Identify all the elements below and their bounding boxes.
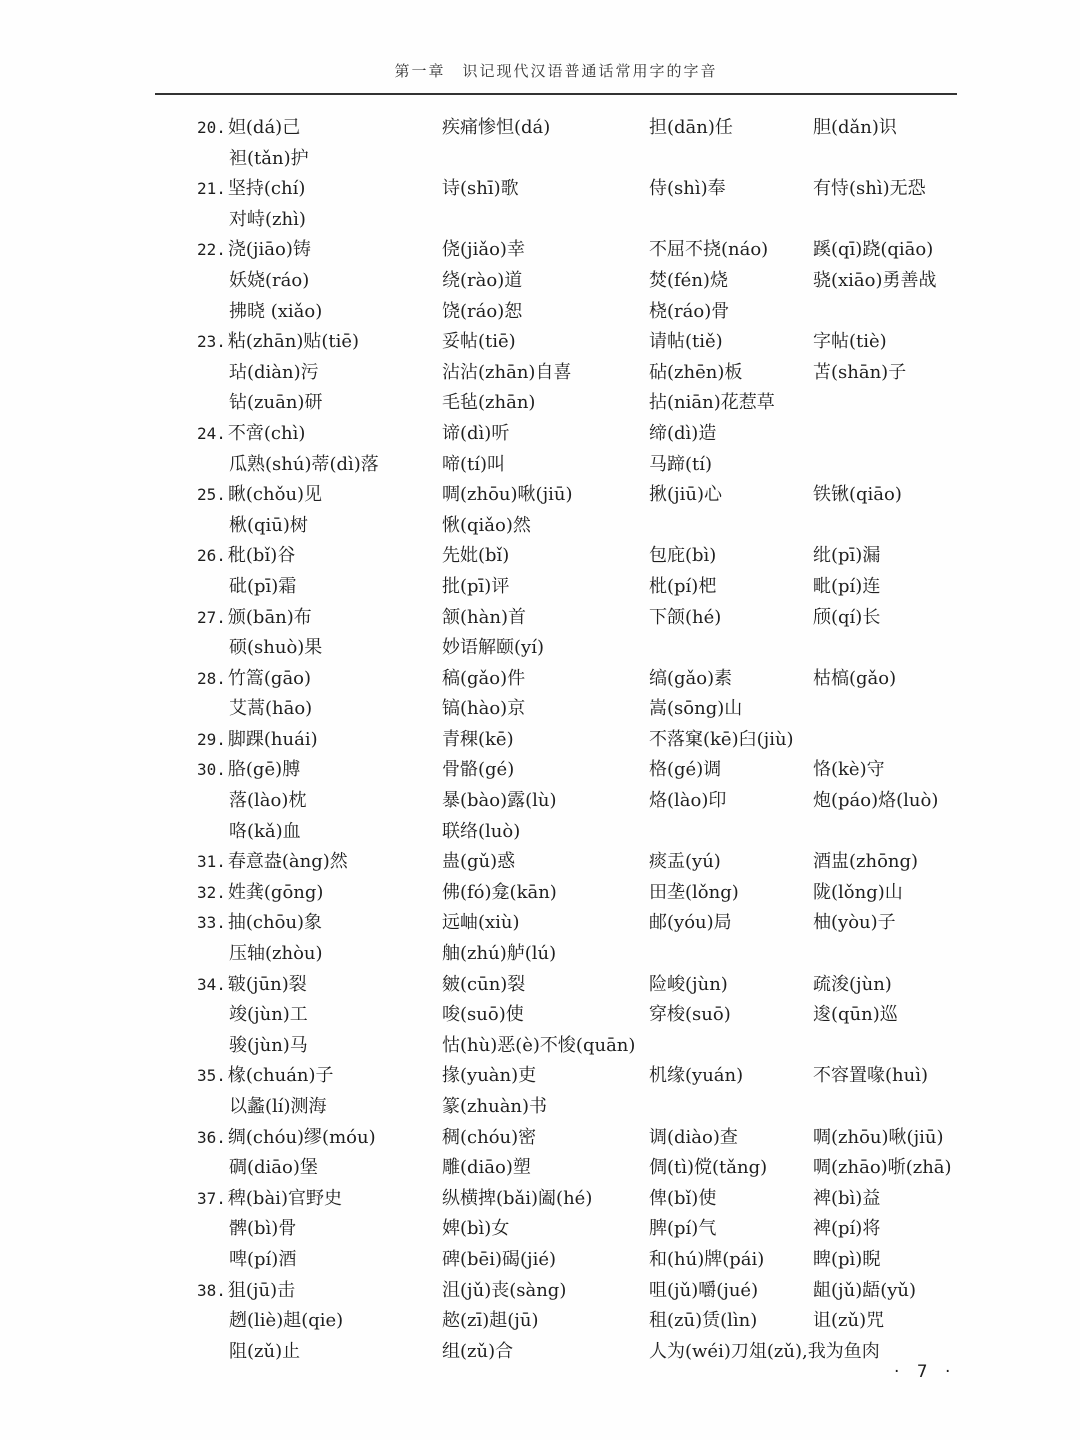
entry-number: 32. — [197, 882, 226, 902]
entry-number: 36. — [197, 1127, 226, 1147]
entry-cell: 倜(tì)傥(tǎng) — [649, 1157, 768, 1179]
entry-cell: 请帖(tiě) — [649, 331, 723, 353]
entry-text: 楸(qiū)树 — [229, 514, 308, 536]
entry-text: 椽(chuán)子 — [227, 1065, 334, 1087]
entry-cell: 砧(zhēn)板 — [649, 361, 743, 383]
entry-cell — [229, 266, 309, 297]
entry-text: 脚踝(huái) — [227, 728, 318, 750]
list-row — [197, 878, 977, 909]
list-row — [197, 1031, 977, 1062]
entry-number: 25. — [197, 485, 226, 505]
entry-cell — [197, 480, 322, 511]
entry-cell: 毛毡(zhān) — [442, 392, 536, 414]
entry-cell — [229, 1092, 327, 1123]
list-row — [197, 1000, 977, 1031]
list-row — [197, 327, 977, 358]
page-number: · 7 · — [894, 1362, 957, 1382]
entry-cell: 和(hú)牌(pái) — [649, 1248, 765, 1270]
entry-text: 对峙(zhì) — [229, 208, 306, 230]
list-row — [197, 113, 977, 144]
entry-cell: 颀(qí)长 — [813, 606, 881, 628]
entry-text: 粘(zhān)贴(tiē) — [227, 331, 360, 353]
entry-cell: 睥(pì)睨 — [813, 1248, 881, 1270]
entry-cell — [229, 144, 309, 175]
list-row — [197, 450, 977, 481]
entry-cell: 租(zū)赁(lìn) — [649, 1310, 758, 1332]
entry-cell: 邮(yóu)局 — [649, 912, 732, 934]
entry-cell: 田垄(lǒng) — [649, 881, 739, 903]
list-row — [197, 572, 977, 603]
entry-text: 趔(liè)趄(qie) — [229, 1310, 344, 1332]
entry-cell: 险峻(jùn) — [649, 973, 728, 995]
entry-cell: 青稞(kē) — [442, 728, 514, 750]
list-row — [197, 1153, 977, 1184]
entry-cell: 龃(jǔ)龉(yǔ) — [813, 1279, 917, 1301]
entry-cell — [197, 419, 305, 450]
entry-text: 啤(pí)酒 — [229, 1248, 297, 1270]
list-row — [197, 970, 977, 1001]
entry-text: 骏(jùn)马 — [229, 1034, 308, 1056]
entry-cell: 啁(zhōu)啾(jiū) — [813, 1126, 944, 1148]
entry-text: 抽(chōu)象 — [227, 912, 323, 934]
entry-text: 拂晓 (xiǎo) — [229, 300, 323, 322]
entry-cell — [197, 664, 311, 695]
entry-text: 碉(diāo)堡 — [229, 1157, 318, 1179]
entry-text: 瓜熟(shú)蒂(dì)落 — [229, 453, 379, 475]
entry-number: 35. — [197, 1066, 226, 1086]
list-row — [197, 174, 977, 205]
entry-text: 不啻(chì) — [227, 422, 306, 444]
entry-cell: 字帖(tiè) — [813, 331, 887, 353]
entry-cell: 沾沾(zhān)自喜 — [442, 361, 572, 383]
entry-cell: 先妣(bǐ) — [442, 545, 510, 567]
entry-cell: 有恃(shì)无恐 — [813, 178, 926, 200]
entry-text: 阻(zǔ)止 — [229, 1340, 301, 1362]
list-row — [197, 633, 977, 664]
entry-cell: 焚(fén)烧 — [649, 269, 728, 291]
entry-number: 27. — [197, 607, 226, 627]
entry-cell — [197, 755, 300, 786]
entry-cell — [197, 603, 312, 634]
entry-text: 稗(bài)官野史 — [227, 1187, 342, 1209]
entry-cell: 怙(hù)恶(è)不悛(quān) — [442, 1034, 636, 1056]
entry-text: 坚持(chí) — [227, 178, 306, 200]
entry-cell: 愀(qiǎo)然 — [442, 514, 531, 536]
entry-cell — [197, 725, 318, 756]
entry-cell: 疏浚(jùn) — [813, 973, 892, 995]
entry-cell — [197, 970, 307, 1001]
entry-cell: 格(gé)调 — [649, 759, 722, 781]
entry-cell: 沮(jǔ)丧(sàng) — [442, 1279, 567, 1301]
entry-number: 38. — [197, 1280, 226, 1300]
entry-cell: 佛(fó)龛(kān) — [442, 881, 557, 903]
entry-cell: 组(zǔ)合 — [442, 1340, 514, 1362]
entry-cell: 不屈不挠(náo) — [649, 239, 769, 261]
entry-number: 22. — [197, 240, 226, 260]
entry-text: 髀(bì)骨 — [229, 1218, 297, 1240]
entry-cell: 穿梭(suō) — [649, 1004, 731, 1026]
entry-cell: 缔(dì)造 — [649, 422, 717, 444]
entry-cell — [197, 878, 323, 909]
entry-cell: 炮(páo)烙(luò) — [813, 790, 939, 812]
entry-cell: 铁锹(qiāo) — [813, 484, 902, 506]
entry-cell — [229, 358, 319, 389]
entry-cell: 暴(bào)露(lù) — [442, 790, 557, 812]
entry-number: 28. — [197, 668, 226, 688]
list-row — [197, 939, 977, 970]
entry-cell — [229, 1031, 308, 1062]
entry-cell: 妙语解颐(yí) — [442, 637, 544, 659]
entry-text: 咯(kǎ)血 — [229, 820, 301, 842]
list-row — [197, 694, 977, 725]
entry-cell: 恪(kè)守 — [813, 759, 885, 781]
entry-cell: 咀(jǔ)嚼(jué) — [649, 1279, 759, 1301]
list-row — [197, 205, 977, 236]
entry-cell — [229, 1306, 343, 1337]
entry-cell — [229, 1245, 296, 1276]
entry-cell: 啁(zhōu)啾(jiū) — [442, 484, 573, 506]
entry-cell: 不容置喙(huì) — [813, 1065, 928, 1087]
entry-cell: 碑(bēi)碣(jié) — [442, 1248, 557, 1270]
entry-cell: 包庇(bì) — [649, 545, 717, 567]
entry-number: 33. — [197, 913, 226, 933]
entry-text: 胳(gē)膊 — [227, 759, 301, 781]
entry-cell: 裨(bì)益 — [813, 1187, 881, 1209]
entry-cell — [197, 235, 311, 266]
list-row — [197, 1245, 977, 1276]
list-row — [197, 908, 977, 939]
entry-cell: 调(diào)查 — [649, 1126, 738, 1148]
entry-cell: 毗(pí)连 — [813, 575, 881, 597]
entry-cell: 掾(yuàn)吏 — [442, 1065, 537, 1087]
entry-text: 玷(diàn)污 — [229, 361, 319, 383]
header-rule — [155, 93, 957, 95]
list-row — [197, 144, 977, 175]
list-row — [197, 297, 977, 328]
entry-cell: 绕(rào)道 — [442, 269, 523, 291]
entry-cell: 婢(bì)女 — [442, 1218, 510, 1240]
entry-cell — [197, 847, 348, 878]
list-row — [197, 1306, 977, 1337]
entry-cell: 烙(lào)印 — [649, 790, 727, 812]
entry-number: 34. — [197, 974, 226, 994]
entry-cell: 雕(diāo)塑 — [442, 1157, 531, 1179]
entry-cell: 苫(shān)子 — [813, 361, 907, 383]
entry-cell: 嵩(sōng)山 — [649, 698, 743, 720]
list-row — [197, 480, 977, 511]
entry-number: 29. — [197, 729, 226, 749]
entry-number: 37. — [197, 1188, 226, 1208]
entry-cell: 蛊(gǔ)惑 — [442, 851, 516, 873]
entry-text: 姓龚(gōng) — [227, 881, 324, 903]
entry-cell — [197, 1123, 376, 1154]
entry-number: 20. — [197, 118, 226, 137]
entry-text: 落(lào)枕 — [229, 790, 307, 812]
entry-text: 妲(dá)己 — [227, 117, 301, 138]
entry-text: 狙(jū)击 — [227, 1279, 296, 1301]
list-row — [197, 817, 977, 848]
entry-cell — [229, 694, 312, 725]
entry-cell — [229, 572, 296, 603]
entry-cell — [229, 205, 306, 236]
entry-cell: 妥帖(tiē) — [442, 331, 516, 353]
entry-text: 浇(jiāo)铸 — [227, 239, 311, 261]
entry-cell — [197, 908, 322, 939]
entry-cell: 马蹄(tí) — [649, 453, 713, 475]
list-row — [197, 541, 977, 572]
entry-cell: 缟(gǎo)素 — [649, 667, 733, 689]
entry-cell: 篆(zhuàn)书 — [442, 1096, 548, 1117]
entry-cell: 不落窠(kē)臼(jiù) — [649, 728, 794, 750]
list-row — [197, 1092, 977, 1123]
list-row — [197, 755, 977, 786]
entry-text: 竹篙(gāo) — [227, 667, 312, 689]
list-row — [197, 388, 977, 419]
entry-text: 竣(jùn)工 — [229, 1004, 308, 1026]
entry-cell: 侥(jiǎo)幸 — [442, 239, 525, 261]
entry-cell: 桡(ráo)骨 — [649, 300, 730, 322]
entry-text: 秕(bǐ)谷 — [227, 545, 296, 567]
entry-cell: 远岫(xiù) — [442, 912, 520, 934]
entry-cell — [229, 1214, 296, 1245]
entry-text: 硕(shuò)果 — [229, 637, 323, 659]
entry-cell — [197, 1061, 334, 1092]
entry-cell: 揪(jiū)心 — [649, 484, 722, 506]
pronunciation-list — [197, 113, 977, 1367]
entry-cell: 蹊(qī)跷(qiāo) — [813, 239, 934, 261]
entry-cell: 骨骼(gé) — [442, 759, 515, 781]
list-row — [197, 725, 977, 756]
entry-text: 皲(jūn)裂 — [227, 973, 307, 995]
list-row — [197, 1276, 977, 1307]
list-row — [197, 419, 977, 450]
entry-text: 钻(zuān)研 — [229, 392, 323, 414]
entry-cell — [229, 939, 323, 970]
entry-cell: 拈(niān)花惹草 — [649, 392, 775, 414]
entry-cell: 人为(wéi)刀俎(zǔ),我为鱼肉 — [649, 1340, 880, 1362]
entry-cell — [229, 817, 301, 848]
entry-number: 30. — [197, 760, 226, 780]
list-row — [197, 1123, 977, 1154]
entry-cell — [197, 541, 295, 572]
entry-cell — [229, 297, 322, 328]
entry-cell — [229, 633, 322, 664]
entry-number: 24. — [197, 423, 226, 443]
list-row — [197, 1061, 977, 1092]
entry-cell — [229, 511, 308, 542]
entry-cell: 稠(chóu)密 — [442, 1126, 537, 1148]
entry-cell: 谛(dì)听 — [442, 422, 510, 444]
entry-text: 艾蒿(hāo) — [229, 698, 313, 720]
entry-number: 21. — [197, 179, 226, 199]
entry-cell — [197, 1276, 295, 1307]
entry-cell — [229, 388, 322, 419]
entry-cell: 枯槁(gǎo) — [813, 667, 897, 689]
entry-cell — [197, 327, 359, 358]
entry-cell: 侍(shì)奉 — [649, 178, 726, 200]
list-row — [197, 664, 977, 695]
entry-cell: 疾痛惨怛(dá) — [442, 117, 551, 138]
entry-cell: 唆(suō)使 — [442, 1004, 524, 1026]
list-row — [197, 1214, 977, 1245]
list-row — [197, 266, 977, 297]
entry-cell — [197, 1184, 342, 1215]
list-row — [197, 1184, 977, 1215]
entry-cell: 稿(gǎo)件 — [442, 667, 526, 689]
list-row — [197, 847, 977, 878]
entry-cell: 俾(bǐ)使 — [649, 1187, 717, 1209]
entry-cell: 胆(dǎn)识 — [813, 117, 897, 138]
entry-cell — [229, 1000, 308, 1031]
entry-cell — [197, 174, 305, 205]
list-row — [197, 511, 977, 542]
entry-cell: 脾(pí)气 — [649, 1218, 717, 1240]
entry-cell — [229, 1337, 300, 1368]
entry-text: 砒(pī)霜 — [229, 575, 297, 597]
entry-cell — [197, 113, 300, 144]
entry-cell: 机缘(yuán) — [649, 1065, 744, 1087]
entry-cell: 担(dān)任 — [649, 117, 733, 138]
entry-text: 瞅(chǒu)见 — [227, 484, 323, 506]
entry-cell: 裨(pí)将 — [813, 1218, 881, 1240]
entry-cell: 诅(zǔ)咒 — [813, 1310, 885, 1332]
entry-cell: 饶(ráo)恕 — [442, 300, 523, 322]
entry-number: 23. — [197, 332, 226, 352]
entry-cell — [229, 786, 306, 817]
entry-cell: 批(pī)评 — [442, 575, 510, 597]
entry-text: 颁(bān)布 — [227, 606, 312, 628]
entry-cell: 镐(hào)京 — [442, 698, 526, 720]
entry-text: 袒(tǎn)护 — [229, 147, 309, 169]
entry-cell: 颔(hàn)首 — [442, 606, 526, 628]
entry-cell: 舳(zhú)舻(lú) — [442, 943, 557, 965]
entry-number: 26. — [197, 546, 226, 566]
entry-text: 压轴(zhòu) — [229, 943, 323, 965]
entry-cell: 啁(zhāo)哳(zhā) — [813, 1157, 952, 1179]
entry-text: 春意盎(àng)然 — [227, 851, 348, 873]
entry-cell: 柚(yòu)子 — [813, 912, 896, 934]
entry-cell: 纵横捭(bǎi)阖(hé) — [442, 1187, 593, 1209]
entry-cell: 陇(lǒng)山 — [813, 881, 903, 903]
entry-cell: 啼(tí)叫 — [442, 453, 506, 475]
entry-cell: 逡(qūn)巡 — [813, 1004, 898, 1026]
entry-cell: 酒盅(zhōng) — [813, 851, 919, 873]
entry-cell — [229, 450, 379, 481]
entry-cell: 皴(cūn)裂 — [442, 973, 526, 995]
entry-cell: 联络(luò) — [442, 820, 521, 842]
entry-cell — [229, 1153, 318, 1184]
entry-text: 妖娆(ráo) — [229, 269, 310, 291]
list-row — [197, 786, 977, 817]
entry-cell: 枇(pí)杷 — [649, 575, 717, 597]
entry-number: 31. — [197, 852, 226, 872]
running-header: 第一章 识记现代汉语普通话常用字的字音 — [394, 62, 718, 80]
entry-cell: 骁(xiāo)勇善战 — [813, 269, 937, 291]
entry-cell: 趑(zī)趄(jū) — [442, 1310, 539, 1332]
entry-cell: 诗(shī)歌 — [442, 178, 519, 200]
entry-cell: 纰(pī)漏 — [813, 545, 881, 567]
list-row — [197, 235, 977, 266]
list-row — [197, 1337, 977, 1368]
entry-text: 绸(chóu)缪(móu) — [227, 1126, 376, 1148]
entry-text: 以蠡(lí)测海 — [229, 1096, 327, 1117]
list-row — [197, 358, 977, 389]
list-row — [197, 603, 977, 634]
entry-cell: 痰盂(yú) — [649, 851, 721, 873]
entry-cell: 下颌(hé) — [649, 606, 722, 628]
